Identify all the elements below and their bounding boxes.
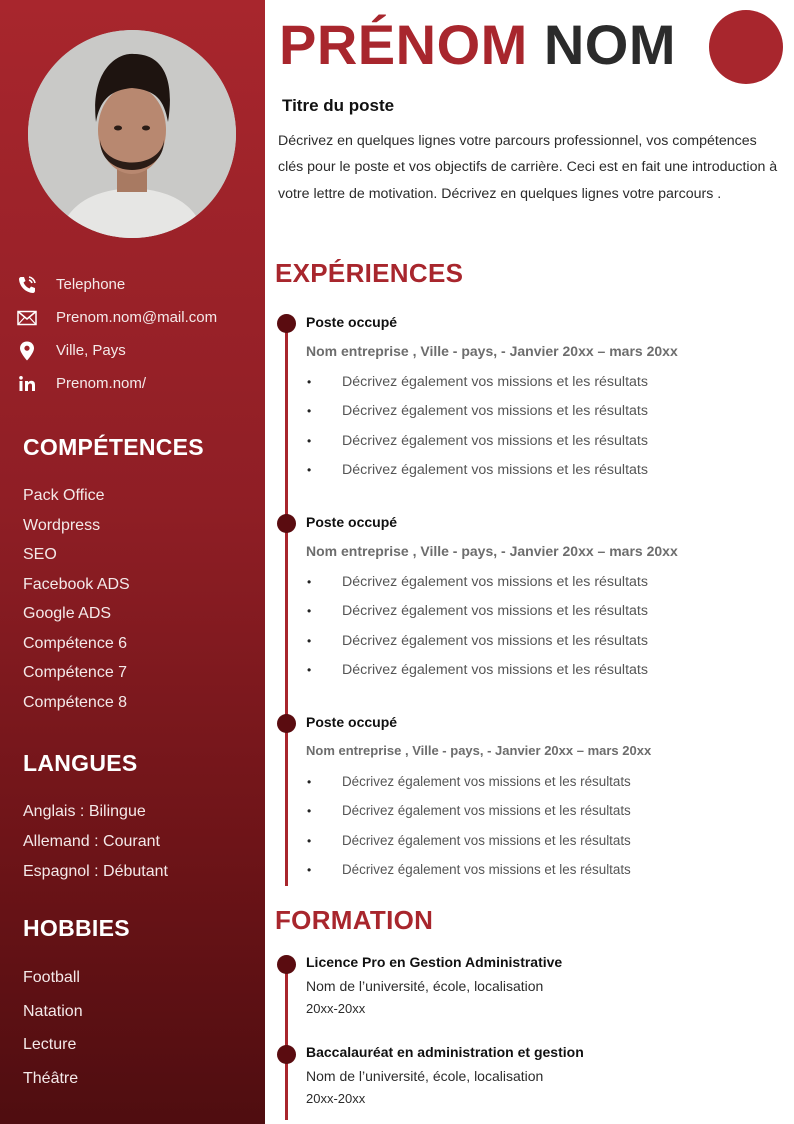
hobby-item: Lecture [23,1036,77,1054]
phone-icon [16,274,38,296]
timeline-dot [277,514,296,533]
hobbies-list [23,961,258,1096]
sidebar [0,0,265,1124]
hobby-item: Théâtre [23,1070,79,1088]
profile-photo [28,30,236,238]
language-item: Espagnol : Débutant [23,863,168,880]
skill-item: Compétence 8 [23,693,128,711]
experience-company: Nom entreprise , Ville - pays, - Janvier 20xx – mars 20xx [306,543,678,559]
skill-item: Compétence 7 [23,664,128,681]
experience-bullet: • Décrivez également vos missions et les résultats [306,772,776,801]
education-school: Nom de l’université, école, localisation [306,978,544,994]
education-timeline [285,962,288,1120]
avatar [28,30,236,238]
envelope-icon [16,307,38,329]
contact-email [16,301,261,334]
experience-role: Poste occupé [306,514,398,530]
experience-item [306,514,776,689]
contact-list [16,268,261,400]
skill-item: Facebook ADS [23,575,130,593]
hobbies-section [23,915,258,1096]
education-school: Nom de l’université, école, localisation [306,1068,544,1084]
experience-company: Nom entreprise , Ville - pays, - Janvier 20xx – mars 20xx [306,343,678,359]
experience-company: Nom entreprise , Ville - pays, - Janvier 20xx – mars 20xx [306,743,652,758]
hobbies-title: HOBBIES [23,915,130,941]
linkedin-icon [16,373,38,395]
language-item: Anglais : Bilingue [23,803,146,820]
hobby-item: Football [23,969,80,986]
skills-title: COMPÉTENCES [23,434,204,460]
contact-linkedin-text: Prenom.nom/ [56,375,147,392]
education-dates: 20xx-20xx [306,1091,366,1106]
full-name [279,12,676,77]
experience-bullet: • Décrivez également vos missions et les résultats [306,601,776,630]
experience-bullets [306,572,776,689]
skills-list [23,481,258,717]
education-degree: Baccalauréat en administration et gestion [306,1044,584,1060]
education-degree: Licence Pro en Gestion Administrative [306,954,563,970]
experience-bullet: • Décrivez également vos missions et les résultats [306,431,776,460]
contact-phone [16,268,261,301]
experience-bullets [306,772,776,889]
timeline-dot [277,314,296,333]
intro-paragraph: Décrivez en quelques lignes votre parcours professionnel, vos compétences clés pour le poste et vos objectifs de carrière. Ceci est en fait une introduction à votre lettre de motivation. Décrivez en quelques lignes votre parcours . [278,133,778,202]
experience-timeline [285,322,288,886]
contact-email-text: Prenom.nom@mail.com [56,309,218,326]
experience-bullet: • Décrivez également vos missions et les résultats [306,801,776,830]
experience-bullet: • Décrivez également vos missions et les résultats [306,631,776,660]
first-name: PRÉNOM [279,13,528,76]
skill-item: SEO [23,546,57,563]
location-pin-icon [16,340,38,362]
timeline-dot [277,1045,296,1064]
skill-item: Compétence 6 [23,634,128,652]
experience-item [306,714,776,889]
skill-item: Google ADS [23,605,112,622]
skill-item: Pack Office [23,487,105,504]
job-title: Titre du poste [282,96,395,115]
experience-role: Poste occupé [306,314,398,330]
timeline-dot [277,714,296,733]
education-title: FORMATION [275,905,434,935]
experience-title: EXPÉRIENCES [275,258,464,288]
decorative-circle [709,10,783,84]
contact-location-text: Ville, Pays [56,342,126,359]
education-item [306,954,776,1016]
experience-bullets [306,372,776,489]
hobby-item: Natation [23,1002,83,1020]
languages-list [23,797,258,887]
experience-bullet: • Décrivez également vos missions et les résultats [306,460,776,489]
timeline-dot [277,955,296,974]
experience-bullet: • Décrivez également vos missions et les résultats [306,660,776,689]
experience-bullet: • Décrivez également vos missions et les résultats [306,401,776,430]
languages-section [23,750,258,887]
language-item: Allemand : Courant [23,833,160,850]
languages-title: LANGUES [23,750,138,776]
skill-item: Wordpress [23,516,101,534]
education-dates: 20xx-20xx [306,1001,366,1016]
experience-bullet: • Décrivez également vos missions et les résultats [306,860,776,889]
last-name: NOM [543,13,677,76]
contact-location [16,334,261,367]
experience-bullet: • Décrivez également vos missions et les résultats [306,372,776,401]
skills-section [23,434,258,717]
experience-item [306,314,776,489]
experience-role: Poste occupé [306,714,398,730]
experience-bullet: • Décrivez également vos missions et les résultats [306,572,776,601]
contact-linkedin [16,367,261,400]
education-item [306,1044,776,1106]
contact-phone-text: Telephone [56,276,126,293]
experience-bullet: • Décrivez également vos missions et les résultats [306,831,776,860]
